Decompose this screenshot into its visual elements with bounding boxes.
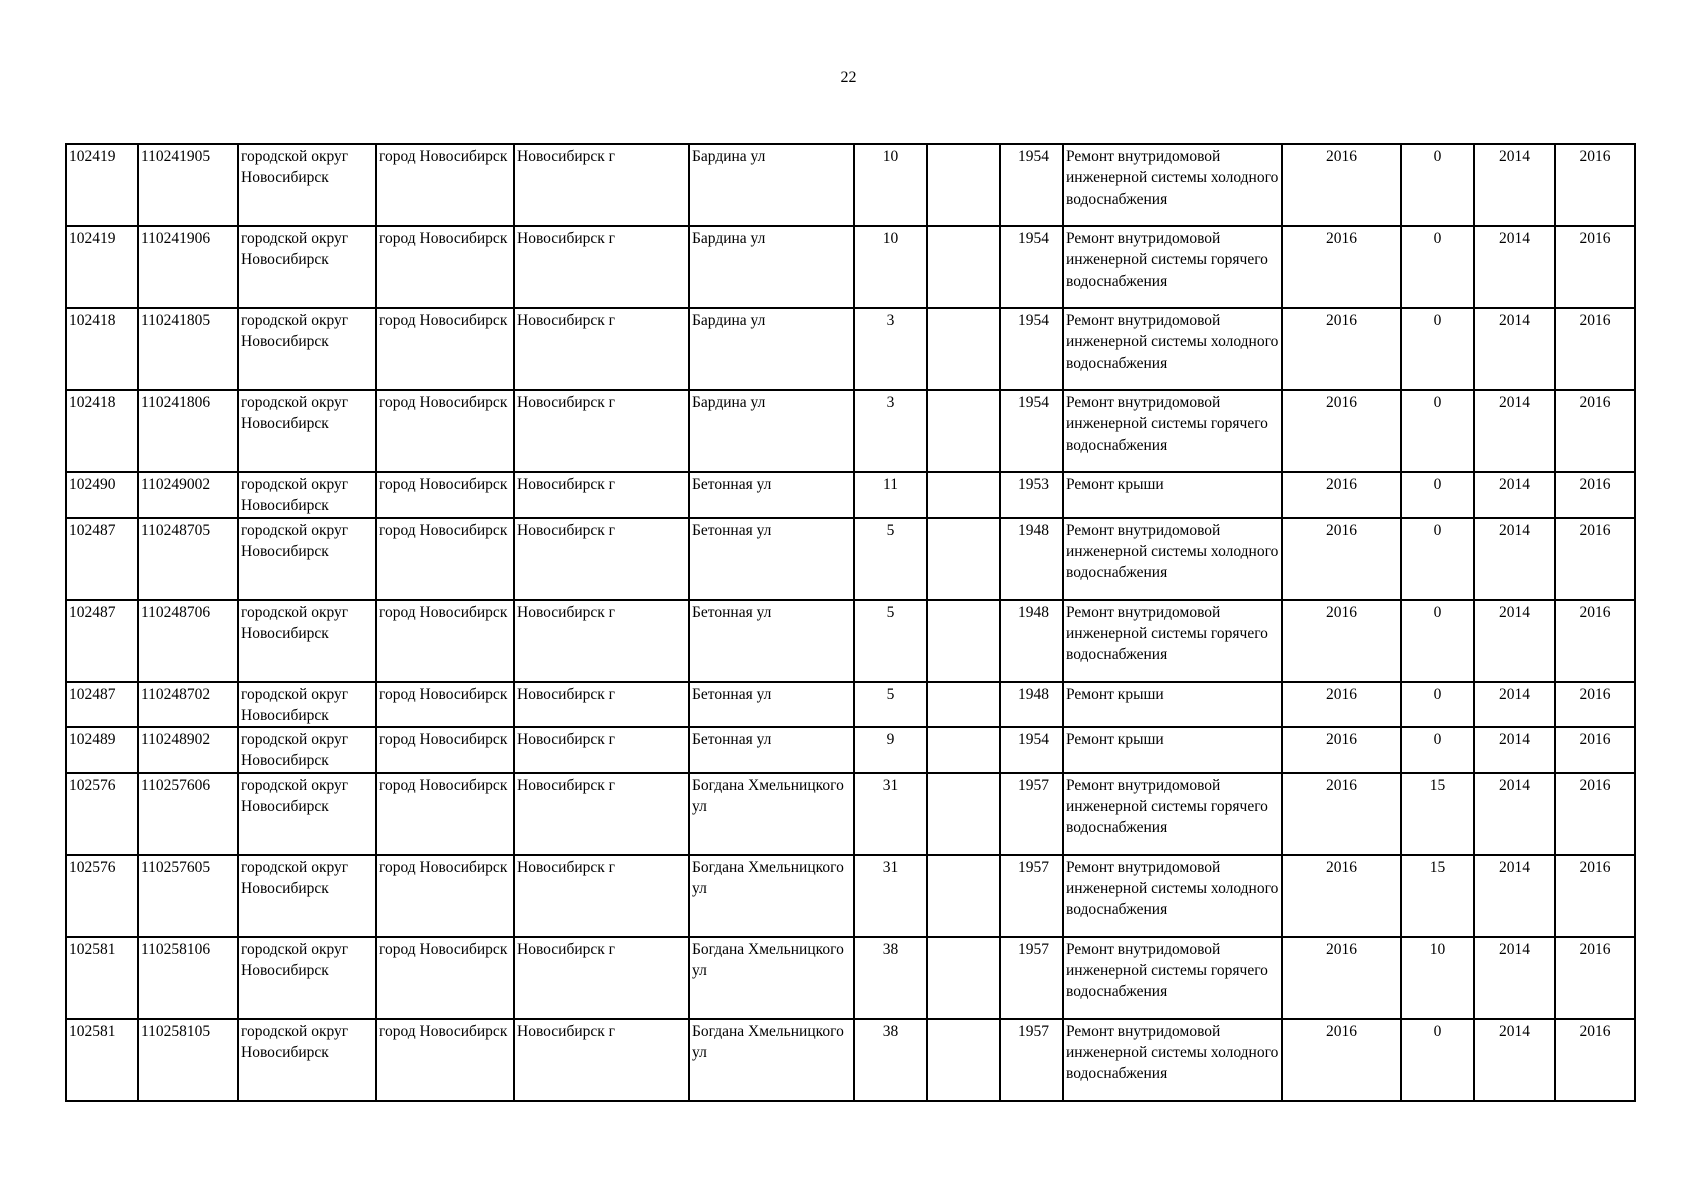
cell-period-end: 2016	[1555, 937, 1635, 1019]
cell-municipality: городской округ Новосибирск	[238, 855, 376, 937]
cell-house-number: 31	[854, 855, 927, 937]
cell-municipality: городской округ Новосибирск	[238, 308, 376, 390]
cell-house-number: 3	[854, 308, 927, 390]
cell-period-end: 2016	[1555, 727, 1635, 773]
table-row	[66, 682, 1635, 728]
cell-work-type: Ремонт внутридомовой инженерной системы холодного водоснабжения	[1063, 855, 1282, 937]
cell-street: Бетонная ул	[689, 472, 854, 518]
cell-wear-percent: 0	[1401, 1019, 1474, 1101]
cell-building-part	[927, 308, 1000, 390]
cell-period-start: 2014	[1474, 682, 1555, 728]
cell-period-end: 2016	[1555, 600, 1635, 682]
cell-building-id: 102487	[66, 682, 138, 728]
cell-settlement: город Новосибирск	[376, 390, 514, 472]
cell-year-built: 1957	[1000, 855, 1063, 937]
cell-city: Новосибирск г	[514, 600, 689, 682]
cell-plan-year: 2016	[1282, 773, 1401, 855]
cell-city: Новосибирск г	[514, 727, 689, 773]
table-body	[66, 144, 1635, 1101]
cell-record-id: 110248702	[138, 682, 238, 728]
cell-record-id: 110241805	[138, 308, 238, 390]
cell-work-type: Ремонт крыши	[1063, 682, 1282, 728]
table-row	[66, 144, 1635, 226]
cell-record-id: 110248706	[138, 600, 238, 682]
cell-city: Новосибирск г	[514, 855, 689, 937]
cell-settlement: город Новосибирск	[376, 226, 514, 308]
cell-year-built: 1954	[1000, 727, 1063, 773]
cell-settlement: город Новосибирск	[376, 727, 514, 773]
cell-wear-percent: 10	[1401, 937, 1474, 1019]
cell-period-end: 2016	[1555, 855, 1635, 937]
cell-city: Новосибирск г	[514, 472, 689, 518]
cell-period-start: 2014	[1474, 144, 1555, 226]
cell-street: Бардина ул	[689, 144, 854, 226]
cell-work-type: Ремонт внутридомовой инженерной системы горячего водоснабжения	[1063, 390, 1282, 472]
cell-record-id: 110248902	[138, 727, 238, 773]
cell-building-part	[927, 600, 1000, 682]
cell-settlement: город Новосибирск	[376, 600, 514, 682]
cell-street: Бетонная ул	[689, 682, 854, 728]
cell-city: Новосибирск г	[514, 308, 689, 390]
cell-building-id: 102581	[66, 937, 138, 1019]
cell-plan-year: 2016	[1282, 144, 1401, 226]
cell-work-type: Ремонт внутридомовой инженерной системы горячего водоснабжения	[1063, 773, 1282, 855]
cell-building-id: 102576	[66, 855, 138, 937]
cell-municipality: городской округ Новосибирск	[238, 226, 376, 308]
cell-house-number: 5	[854, 518, 927, 600]
cell-settlement: город Новосибирск	[376, 773, 514, 855]
cell-municipality: городской округ Новосибирск	[238, 937, 376, 1019]
cell-house-number: 10	[854, 226, 927, 308]
cell-year-built: 1957	[1000, 1019, 1063, 1101]
cell-house-number: 38	[854, 937, 927, 1019]
cell-building-id: 102487	[66, 518, 138, 600]
cell-period-end: 2016	[1555, 472, 1635, 518]
cell-plan-year: 2016	[1282, 600, 1401, 682]
cell-plan-year: 2016	[1282, 1019, 1401, 1101]
cell-work-type: Ремонт внутридомовой инженерной системы горячего водоснабжения	[1063, 226, 1282, 308]
cell-period-start: 2014	[1474, 727, 1555, 773]
cell-municipality: городской округ Новосибирск	[238, 773, 376, 855]
cell-street: Бардина ул	[689, 308, 854, 390]
cell-municipality: городской округ Новосибирск	[238, 600, 376, 682]
cell-wear-percent: 0	[1401, 518, 1474, 600]
cell-period-start: 2014	[1474, 226, 1555, 308]
cell-municipality: городской округ Новосибирск	[238, 390, 376, 472]
table-row	[66, 937, 1635, 1019]
cell-plan-year: 2016	[1282, 682, 1401, 728]
cell-work-type: Ремонт внутридомовой инженерной системы холодного водоснабжения	[1063, 144, 1282, 226]
cell-period-start: 2014	[1474, 937, 1555, 1019]
table-row	[66, 773, 1635, 855]
cell-year-built: 1948	[1000, 682, 1063, 728]
table-row	[66, 727, 1635, 773]
cell-wear-percent: 0	[1401, 682, 1474, 728]
cell-street: Бетонная ул	[689, 727, 854, 773]
cell-municipality: городской округ Новосибирск	[238, 682, 376, 728]
cell-city: Новосибирск г	[514, 226, 689, 308]
cell-settlement: город Новосибирск	[376, 518, 514, 600]
cell-plan-year: 2016	[1282, 390, 1401, 472]
cell-plan-year: 2016	[1282, 855, 1401, 937]
table-row	[66, 308, 1635, 390]
cell-city: Новосибирск г	[514, 937, 689, 1019]
cell-wear-percent: 15	[1401, 773, 1474, 855]
cell-building-id: 102418	[66, 308, 138, 390]
cell-period-end: 2016	[1555, 1019, 1635, 1101]
cell-period-end: 2016	[1555, 518, 1635, 600]
cell-building-id: 102489	[66, 727, 138, 773]
cell-settlement: город Новосибирск	[376, 308, 514, 390]
cell-period-start: 2014	[1474, 518, 1555, 600]
cell-period-start: 2014	[1474, 600, 1555, 682]
cell-work-type: Ремонт внутридомовой инженерной системы горячего водоснабжения	[1063, 600, 1282, 682]
table-row	[66, 1019, 1635, 1101]
cell-period-end: 2016	[1555, 390, 1635, 472]
cell-plan-year: 2016	[1282, 727, 1401, 773]
cell-wear-percent: 15	[1401, 855, 1474, 937]
cell-building-part	[927, 518, 1000, 600]
cell-period-start: 2014	[1474, 773, 1555, 855]
cell-street: Богдана Хмельницкого ул	[689, 937, 854, 1019]
cell-house-number: 11	[854, 472, 927, 518]
cell-settlement: город Новосибирск	[376, 144, 514, 226]
cell-record-id: 110248705	[138, 518, 238, 600]
cell-wear-percent: 0	[1401, 144, 1474, 226]
cell-building-part	[927, 855, 1000, 937]
cell-settlement: город Новосибирск	[376, 1019, 514, 1101]
cell-building-id: 102490	[66, 472, 138, 518]
cell-building-id: 102419	[66, 226, 138, 308]
cell-period-start: 2014	[1474, 855, 1555, 937]
cell-plan-year: 2016	[1282, 472, 1401, 518]
cell-settlement: город Новосибирск	[376, 682, 514, 728]
cell-wear-percent: 0	[1401, 226, 1474, 308]
cell-period-start: 2014	[1474, 472, 1555, 518]
cell-street: Богдана Хмельницкого ул	[689, 773, 854, 855]
table-row	[66, 855, 1635, 937]
cell-house-number: 31	[854, 773, 927, 855]
cell-settlement: город Новосибирск	[376, 937, 514, 1019]
cell-municipality: городской округ Новосибирск	[238, 727, 376, 773]
cell-plan-year: 2016	[1282, 518, 1401, 600]
cell-house-number: 38	[854, 1019, 927, 1101]
cell-record-id: 110258105	[138, 1019, 238, 1101]
table-row	[66, 226, 1635, 308]
cell-wear-percent: 0	[1401, 472, 1474, 518]
cell-year-built: 1948	[1000, 600, 1063, 682]
cell-period-start: 2014	[1474, 1019, 1555, 1101]
cell-house-number: 5	[854, 682, 927, 728]
cell-municipality: городской округ Новосибирск	[238, 144, 376, 226]
cell-street: Бетонная ул	[689, 600, 854, 682]
table-row	[66, 390, 1635, 472]
cell-wear-percent: 0	[1401, 390, 1474, 472]
cell-building-part	[927, 1019, 1000, 1101]
cell-year-built: 1954	[1000, 144, 1063, 226]
cell-year-built: 1957	[1000, 773, 1063, 855]
cell-year-built: 1953	[1000, 472, 1063, 518]
cell-year-built: 1954	[1000, 226, 1063, 308]
cell-wear-percent: 0	[1401, 727, 1474, 773]
cell-record-id: 110241906	[138, 226, 238, 308]
cell-building-id: 102576	[66, 773, 138, 855]
cell-period-end: 2016	[1555, 773, 1635, 855]
cell-settlement: город Новосибирск	[376, 855, 514, 937]
cell-street: Богдана Хмельницкого ул	[689, 855, 854, 937]
cell-period-end: 2016	[1555, 144, 1635, 226]
cell-record-id: 110241905	[138, 144, 238, 226]
cell-house-number: 9	[854, 727, 927, 773]
cell-house-number: 3	[854, 390, 927, 472]
cell-building-part	[927, 144, 1000, 226]
table-row	[66, 600, 1635, 682]
cell-plan-year: 2016	[1282, 308, 1401, 390]
cell-work-type: Ремонт внутридомовой инженерной системы горячего водоснабжения	[1063, 937, 1282, 1019]
repair-registry-table	[65, 143, 1636, 1102]
cell-house-number: 10	[854, 144, 927, 226]
cell-house-number: 5	[854, 600, 927, 682]
cell-period-end: 2016	[1555, 682, 1635, 728]
cell-work-type: Ремонт внутридомовой инженерной системы холодного водоснабжения	[1063, 518, 1282, 600]
cell-wear-percent: 0	[1401, 600, 1474, 682]
cell-municipality: городской округ Новосибирск	[238, 1019, 376, 1101]
cell-city: Новосибирск г	[514, 390, 689, 472]
cell-street: Бардина ул	[689, 226, 854, 308]
cell-city: Новосибирск г	[514, 682, 689, 728]
cell-record-id: 110257606	[138, 773, 238, 855]
cell-record-id: 110257605	[138, 855, 238, 937]
cell-building-part	[927, 682, 1000, 728]
cell-building-id: 102487	[66, 600, 138, 682]
cell-building-part	[927, 727, 1000, 773]
cell-building-part	[927, 472, 1000, 518]
cell-building-id: 102581	[66, 1019, 138, 1101]
cell-city: Новосибирск г	[514, 773, 689, 855]
cell-wear-percent: 0	[1401, 308, 1474, 390]
cell-building-part	[927, 390, 1000, 472]
cell-work-type: Ремонт крыши	[1063, 727, 1282, 773]
cell-municipality: городской округ Новосибирск	[238, 472, 376, 518]
cell-street: Бетонная ул	[689, 518, 854, 600]
cell-period-start: 2014	[1474, 390, 1555, 472]
table-row	[66, 518, 1635, 600]
table-row	[66, 472, 1635, 518]
cell-work-type: Ремонт внутридомовой инженерной системы холодного водоснабжения	[1063, 308, 1282, 390]
cell-work-type: Ремонт крыши	[1063, 472, 1282, 518]
page-number: 22	[840, 69, 857, 86]
cell-municipality: городской округ Новосибирск	[238, 518, 376, 600]
cell-street: Богдана Хмельницкого ул	[689, 1019, 854, 1101]
cell-period-end: 2016	[1555, 308, 1635, 390]
cell-record-id: 110258106	[138, 937, 238, 1019]
cell-period-start: 2014	[1474, 308, 1555, 390]
cell-year-built: 1948	[1000, 518, 1063, 600]
cell-year-built: 1954	[1000, 390, 1063, 472]
cell-record-id: 110249002	[138, 472, 238, 518]
cell-year-built: 1957	[1000, 937, 1063, 1019]
cell-period-end: 2016	[1555, 226, 1635, 308]
cell-city: Новосибирск г	[514, 1019, 689, 1101]
cell-building-part	[927, 226, 1000, 308]
cell-work-type: Ремонт внутридомовой инженерной системы холодного водоснабжения	[1063, 1019, 1282, 1101]
cell-plan-year: 2016	[1282, 226, 1401, 308]
cell-record-id: 110241806	[138, 390, 238, 472]
cell-building-id: 102419	[66, 144, 138, 226]
cell-building-part	[927, 937, 1000, 1019]
cell-building-id: 102418	[66, 390, 138, 472]
cell-city: Новосибирск г	[514, 144, 689, 226]
cell-building-part	[927, 773, 1000, 855]
cell-city: Новосибирск г	[514, 518, 689, 600]
cell-plan-year: 2016	[1282, 937, 1401, 1019]
cell-settlement: город Новосибирск	[376, 472, 514, 518]
cell-street: Бардина ул	[689, 390, 854, 472]
cell-year-built: 1954	[1000, 308, 1063, 390]
